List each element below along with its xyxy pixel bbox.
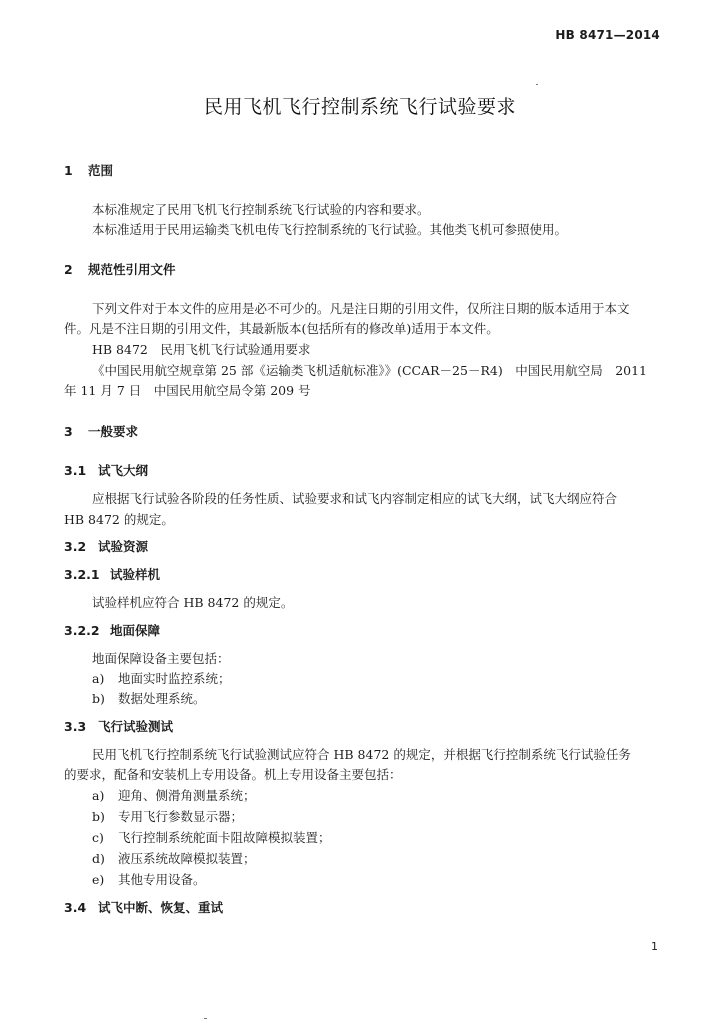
reference-item: 《中国民用航空规章第 25 部《运输类飞机适航标准》》(CCAR－25－R4) 中国民用航空局 2011 [92,363,648,378]
section-number: 3 [64,424,73,439]
section-number: 3.4 [64,900,87,915]
section-number: 2 [64,262,73,277]
section-title: 规范性引用文件 [88,262,176,277]
list-item [92,850,256,867]
section-number: 3.2.2 [64,623,100,638]
paragraph-line: 的要求，配备和安装机上专用设备。机上专用设备主要包括： [64,767,402,782]
section-2-heading [64,261,176,278]
section-3-1-heading [64,462,148,479]
list-item-text: 专用飞行参数显示器； [118,809,244,824]
scan-speck [536,84,538,85]
paragraph-line: 应根据飞行试验各阶段的任务性质、试验要求和试飞内容制定相应的试飞大纲，试飞大纲应符合 [92,491,618,506]
section-title: 试验资源 [98,539,149,554]
section-title: 飞行试验测试 [98,719,174,734]
list-marker: a) [92,671,105,686]
section-title: 试验样机 [110,567,161,582]
section-3-heading [64,423,138,440]
paragraph-line: 件。凡是不注日期的引用文件，其最新版本(包括所有的修改单)适用于本文件。 [64,321,499,336]
section-title: 地面保障 [110,623,161,638]
section-number: 3.1 [64,463,87,478]
reference-item: HB 8472 民用飞机飞行试验通用要求 [92,342,311,357]
paragraph-line: HB 8472 的规定。 [64,512,174,527]
list-item-text: 数据处理系统。 [118,691,206,706]
section-3-2-heading [64,538,148,555]
list-marker: a) [92,788,105,803]
section-3-3-heading [64,718,173,735]
section-title: 范围 [88,163,114,178]
section-3-2-2-heading [64,622,160,639]
section-number: 3.3 [64,719,87,734]
scan-speck [204,1018,207,1019]
paragraph-line: 民用飞机飞行控制系统飞行试验测试应符合 HB 8472 的规定，并根据飞行控制系统飞行试验任务 [92,747,631,762]
paragraph: 本标准适用于民用运输类飞机电传飞行控制系统的飞行试验。其他类飞机可参照使用。 [92,222,568,237]
section-1-heading [64,162,113,179]
list-item [92,670,231,687]
list-item [92,871,206,888]
section-title: 试飞大纲 [98,463,149,478]
reference-item-continued: 年 11 月 7 日 中国民用航空局令第 209 号 [64,383,311,398]
list-item [92,690,206,707]
list-marker: c) [92,830,104,845]
document-title: 民用飞机飞行控制系统飞行试验要求 [203,96,516,118]
section-title: 试飞中断、恢复、重试 [98,900,224,915]
list-marker: b) [92,809,105,824]
section-number: 3.2.1 [64,567,100,582]
list-item-text: 迎角、侧滑角测量系统； [118,788,256,803]
paragraph-line: 下列文件对于本文件的应用是必不可少的。凡是注日期的引用文件，仅所注日期的版本适用于本文 [92,301,630,316]
paragraph: 本标准规定了民用飞机飞行控制系统飞行试验的内容和要求。 [92,202,430,217]
list-item-text: 液压系统故障模拟装置； [118,851,256,866]
section-number: 1 [64,163,73,178]
list-item-text: 飞行控制系统舵面卡阻故障模拟装置； [118,830,331,845]
page-number: 1 [651,940,658,953]
list-marker: e) [92,872,105,887]
list-item [92,808,243,825]
list-item-text: 其他专用设备。 [118,872,206,887]
section-title: 一般要求 [88,424,139,439]
section-3-2-1-heading [64,566,160,583]
list-item [92,787,256,804]
section-3-4-heading [64,899,223,916]
list-marker: b) [92,691,105,706]
section-number: 3.2 [64,539,87,554]
paragraph: 地面保障设备主要包括： [92,651,230,666]
list-item [92,829,331,846]
standard-code: HB 8471—2014 [555,28,660,42]
list-marker: d) [92,851,105,866]
paragraph: 试验样机应符合 HB 8472 的规定。 [92,595,294,610]
list-item-text: 地面实时监控系统； [118,671,231,686]
